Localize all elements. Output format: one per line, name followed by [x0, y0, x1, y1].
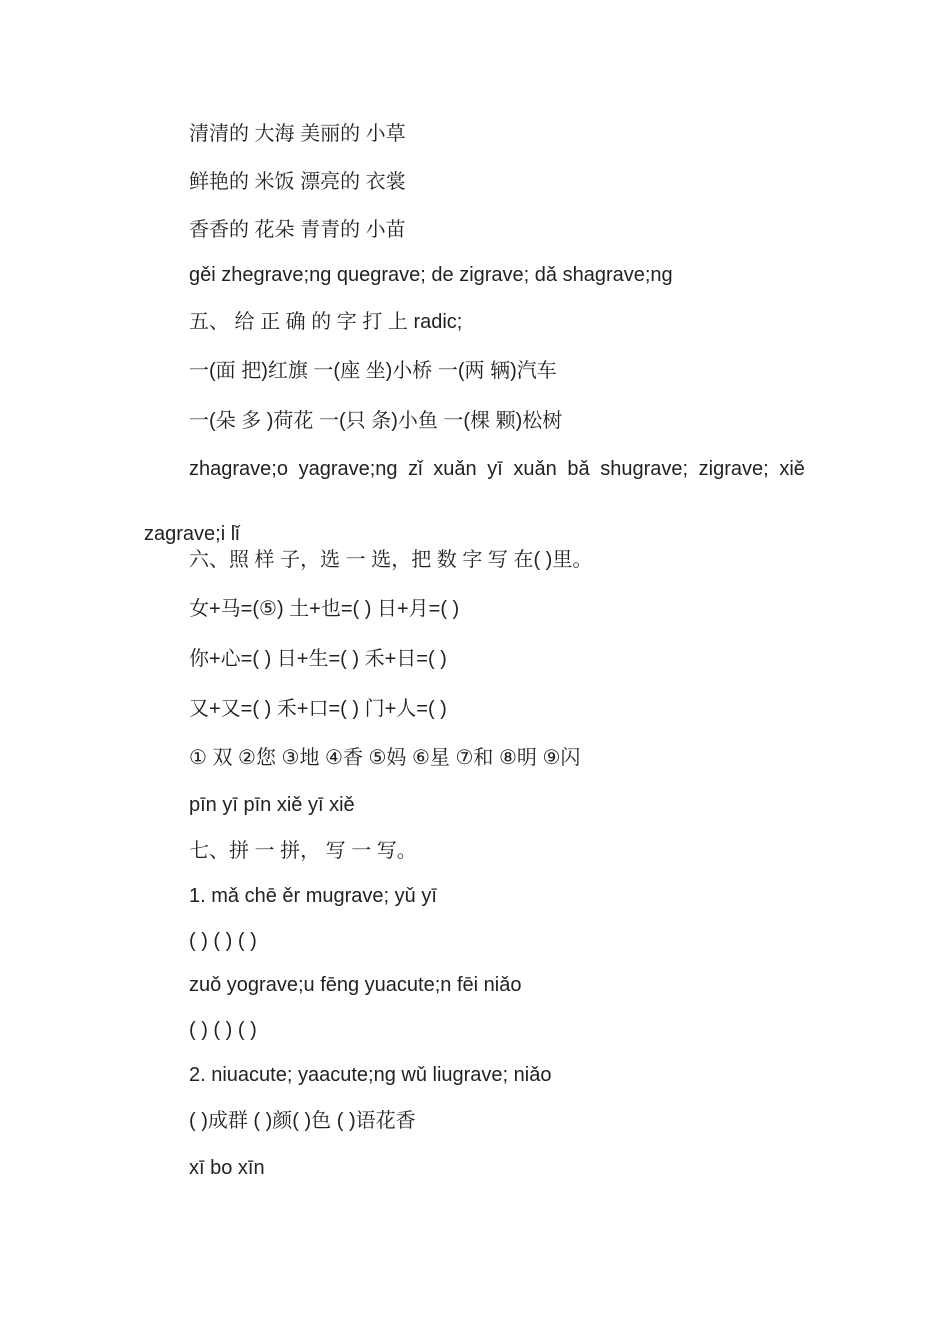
section-heading: 七、拼 一 拼， 写 一 写。: [189, 840, 417, 862]
text-line: 鲜艳的 米饭 漂亮的 衣裳: [189, 171, 406, 193]
word: yagrave;ng: [298, 458, 398, 480]
text-line: 又+又=( ) 禾+口=( ) 门+人=( ): [189, 698, 447, 720]
text-line: 1. mǎ chē ěr mugrave; yǔ yī: [189, 885, 437, 907]
word: zǐ: [408, 458, 423, 480]
word: bǎ: [567, 458, 590, 480]
text-line: 女+马=(⑤) 土+也=( ) 日+月=( ): [189, 598, 460, 620]
text-line-continuation: zagrave;i lǐ: [144, 523, 240, 545]
text-line: ( ) ( ) ( ): [189, 1019, 257, 1041]
word: shugrave;: [600, 458, 689, 480]
text-line: ① 双 ②您 ③地 ④香 ⑤妈 ⑥星 ⑦和 ⑧明 ⑨闪: [189, 747, 581, 769]
text-line: 2. niuacute; yaacute;ng wǔ liugrave; niǎo: [189, 1064, 552, 1086]
word: yī: [487, 458, 503, 480]
section-heading: 五、 给 正 确 的 字 打 上 radic;: [189, 311, 463, 333]
word: xuǎn: [513, 458, 557, 480]
word: zhagrave;o: [189, 458, 288, 480]
text-line: 香香的 花朵 青青的 小苗: [189, 219, 406, 241]
text-line: ( )成群 ( )颜( )色 ( )语花香: [189, 1110, 416, 1132]
word: xuǎn: [433, 458, 477, 480]
justified-line: [189, 456, 805, 482]
word: zigrave;: [698, 458, 769, 480]
text-line: 一(朵 多 )荷花 一(只 条)小鱼 一(棵 颗)松树: [189, 410, 563, 432]
text-line: 一(面 把)红旗 一(座 坐)小桥 一(两 辆)汽车: [189, 360, 557, 382]
text-line: xī bo xīn: [189, 1157, 265, 1179]
text-line: 清清的 大海 美丽的 小草: [189, 123, 406, 145]
section-heading: 六、照 样 子，选 一 选，把 数 字 写 在( )里。: [189, 549, 593, 571]
text-line: 你+心=( ) 日+生=( ) 禾+日=( ): [189, 648, 447, 670]
text-line: ( ) ( ) ( ): [189, 930, 257, 952]
text-line: pīn yī pīn xiě yī xiě: [189, 794, 355, 816]
text-line: zuǒ yograve;u fēng yuacute;n fēi niǎo: [189, 974, 522, 996]
text-line: gěi zhegrave;ng quegrave; de zigrave; dǎ shagrave;ng: [189, 264, 673, 286]
word: xiě: [779, 458, 805, 480]
